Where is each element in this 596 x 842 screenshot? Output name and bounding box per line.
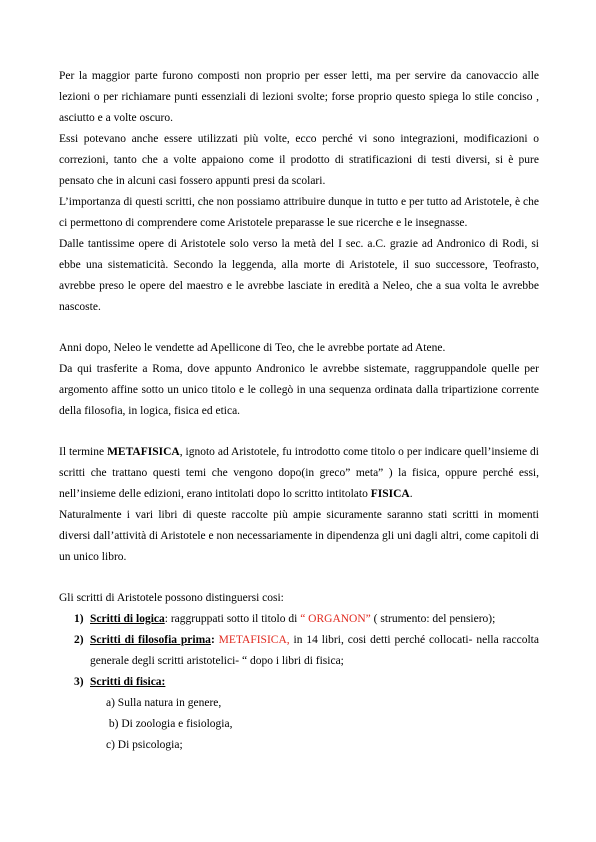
list-item: 2) Scritti di filosofia prima: METAFISICA, in 14 libri, cosi detti perché collocati- nella raccolta generale degli scritti aristotelici- “ dopo i libri di fisica; [59, 630, 539, 672]
paragraph-5: Anni dopo, Neleo le vendette ad Apellicone di Teo, che le avrebbe portate ad Atene. [59, 342, 446, 354]
paragraph-1: Per la maggior parte furono composti non proprio per esser letti, ma per servire da canovaccio alle lezioni o per richiamare punti essenziali di lezioni svolte; forse proprio questo spiega lo stile conciso , asciutto e a volte oscuro. [59, 70, 539, 124]
paragraph-4: Dalle tantissime opere di Aristotele solo verso la metà del I sec. a.C. grazie ad Andronico di Rodi, si ebbe una sistematicità. Secondo la leggenda, alla morte di Aristotele, il suo successore, Teofrasto, avrebbe preso le opere del maestro e le avrebbe lasciate in eredità a Neleo, che a sua volta le avrebbe nascoste. [59, 238, 539, 313]
writings-list [59, 609, 539, 693]
paragraph-9: Gli scritti di Aristotele possono distinguersi cosi: [59, 592, 284, 604]
paragraph-2: Essi potevano anche essere utilizzati più volte, ecco perché vi sono integrazioni, modificazioni o correzioni, tanto che a volte appaiono come il prodotto di stratificazioni di testi diversi, si è pure pensato che in alcuni casi fossero appunti presi da scolari. [59, 133, 539, 187]
paragraph-gap [59, 568, 539, 588]
paragraph-6: Da qui trasferite a Roma, dove appunto Andronico le avrebbe sistemate, raggruppandole quelle per argomento affine sotto un unico titolo e le collegò in una sequenza ordinata dalla tripartizione corrente della filosofia, in logica, fisica ed etica. [59, 363, 539, 417]
list-title: Scritti di fisica: [90, 676, 166, 688]
metafisica-term: METAFISICA, [218, 634, 290, 646]
organon-term: “ ORGANON” [300, 613, 371, 625]
paragraph-8: Naturalmente i vari libri di queste raccolte più ampie sicuramente saranno stati scritti in momenti diversi dall’attività di Aristotele e non necessariamente in dipendenza gli uni dagli altri, come capitoli di un unico libro. [59, 509, 539, 563]
list-number: 2) [74, 634, 84, 646]
list-number: 3) [74, 676, 84, 688]
fisica-term: FISICA [370, 488, 410, 500]
paragraph-gap [59, 422, 539, 442]
list-item [59, 672, 539, 693]
sub-item: a) Sulla natura in genere, [106, 697, 222, 709]
paragraph-3: L’importanza di questi scritti, che non possiamo attribuire dunque in tutto e per tutto ad Aristotele, è che ci permettono di comprendere come Aristotele preparasse le sue ricerche e le insegnasse. [59, 196, 539, 229]
metafisica-term: METAFISICA [107, 446, 180, 458]
sub-item: c) Di psicologia; [106, 739, 183, 751]
paragraph-7: Il termine METAFISICA, ignoto ad Aristotele, fu introdotto come titolo o per indicare quell’insieme di scritti che trattano questi temi che vengono dopo(in greco” meta” ) la fisica, oppure perché essi, nell’insieme delle edizioni, erano intitolati dopo lo scritto intitolato FISICA. [59, 446, 539, 500]
list-title: Scritti di filosofia prima [90, 634, 211, 646]
sub-item: b) Di zoologia e fisiologia, [106, 718, 233, 730]
list-title: Scritti di logica [90, 613, 165, 625]
list-item: 1) Scritti di logica: raggruppati sotto il titolo di “ ORGANON” ( strumento: del pensiero); [59, 609, 539, 630]
document-body [59, 66, 539, 756]
paragraph-gap [59, 318, 539, 338]
list-number: 1) [74, 613, 84, 625]
